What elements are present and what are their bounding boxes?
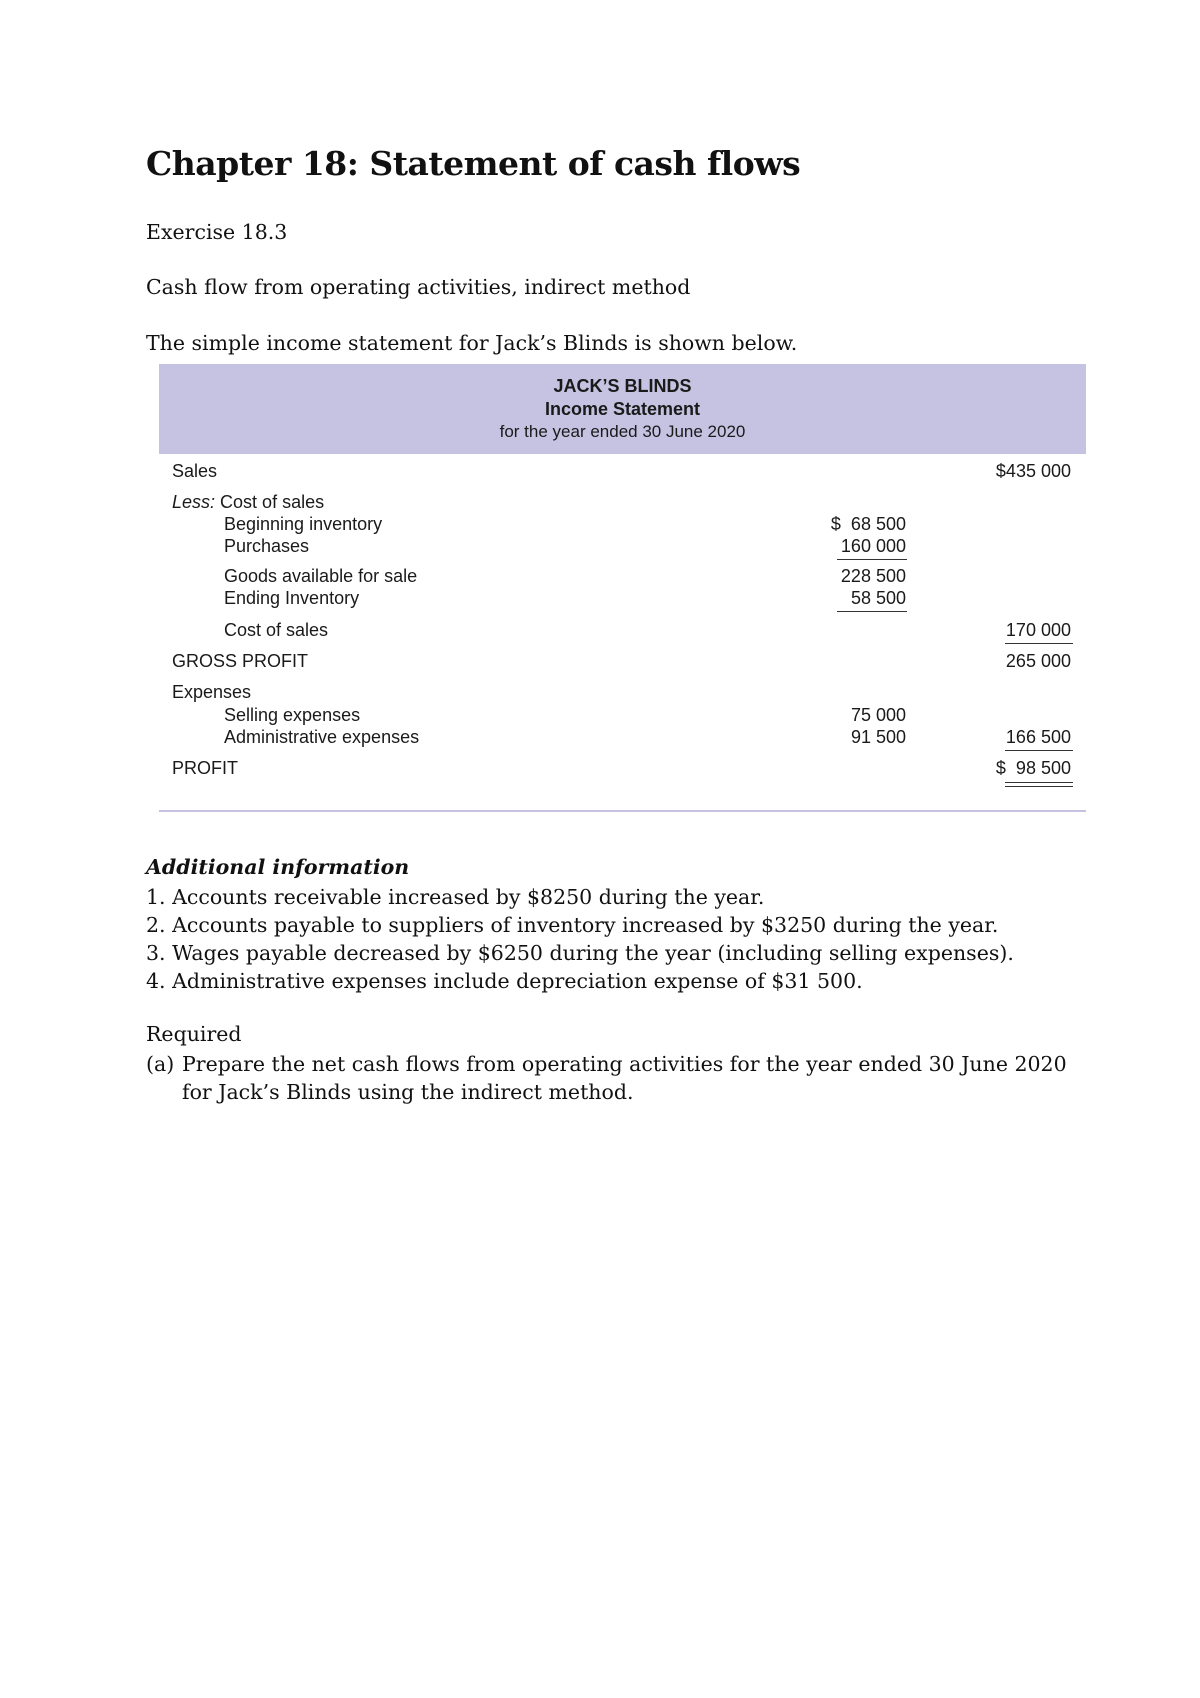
row-expenses-header <box>159 681 1086 703</box>
gross-profit-total: 265 000 <box>1005 651 1071 671</box>
ending-inventory-label: Ending Inventory <box>224 588 360 608</box>
statement-title: Income Statement <box>544 399 701 419</box>
double-rule-bottom <box>1005 786 1073 787</box>
goods-available-value: 228 500 <box>840 566 906 586</box>
additional-info-list <box>146 883 1014 995</box>
chapter-title: Chapter 18: Statement of cash flows <box>146 144 801 183</box>
sales-label: Sales <box>172 461 218 481</box>
list-item: 2. Accounts payable to suppliers of inventory increased by $3250 during the year. <box>146 913 999 937</box>
beginning-inventory-value: $ 68 500 <box>830 514 906 534</box>
statement-period: for the year ended 30 June 2020 <box>499 422 746 441</box>
exercise-subtitle: Cash flow from operating activities, indirect method <box>146 275 691 299</box>
gross-profit-label: GROSS PROFIT <box>172 651 309 671</box>
statement-header <box>159 364 1086 454</box>
purchases-value: 160 000 <box>840 536 906 556</box>
cost-of-sales-label: Cost of sales <box>224 620 329 640</box>
row-ending-inventory <box>159 587 1086 609</box>
cost-of-sales-total: 170 000 <box>1005 620 1071 640</box>
total-expenses: 166 500 <box>1005 727 1071 747</box>
income-statement <box>159 364 1086 813</box>
subtotal-rule <box>837 611 907 612</box>
row-profit <box>159 757 1086 779</box>
required-item-text: Prepare the net cash flows from operating activities for the year ended 30 June 2020 for Jack’s Blinds using the indirect method. <box>182 1052 1067 1104</box>
purchases-label: Purchases <box>224 536 310 556</box>
list-item: 4. Administrative expenses include depreciation expense of $31 500. <box>146 969 863 993</box>
row-beginning-inventory <box>159 513 1086 535</box>
row-administrative-expenses <box>159 726 1086 748</box>
subtotal-rule <box>1005 750 1073 751</box>
sales-total: $435 000 <box>995 461 1071 481</box>
company-name: JACK’S BLINDS <box>553 376 692 396</box>
row-sales <box>159 460 1086 482</box>
administrative-expenses-label: Administrative expenses <box>224 727 420 747</box>
row-cost-of-sales-header <box>159 491 1086 513</box>
list-item: 3. Wages payable decreased by $6250 during the year (including selling expenses). <box>146 941 1014 965</box>
exercise-number: Exercise 18.3 <box>146 220 288 244</box>
expenses-label: Expenses <box>172 682 252 702</box>
double-rule-top <box>1005 782 1073 783</box>
additional-info-title: Additional information <box>146 855 410 879</box>
less-prefix: Less: <box>172 492 216 512</box>
subtotal-rule <box>837 559 907 560</box>
administrative-expenses-value: 91 500 <box>850 727 906 747</box>
row-cost-of-sales <box>159 619 1086 641</box>
row-goods-available <box>159 565 1086 587</box>
row-gross-profit <box>159 650 1086 672</box>
list-item: 1. Accounts receivable increased by $8250 during the year. <box>146 885 765 909</box>
selling-expenses-label: Selling expenses <box>224 705 361 725</box>
profit-total: $ 98 500 <box>995 758 1071 778</box>
cost-of-sales-header-label: Cost of sales <box>220 492 325 512</box>
statement-bottom-border <box>159 810 1086 812</box>
required-item-tag: (a) <box>146 1052 175 1076</box>
row-purchases <box>159 535 1086 557</box>
intro-text: The simple income statement for Jack’s Blinds is shown below. <box>146 331 798 355</box>
selling-expenses-value: 75 000 <box>850 705 906 725</box>
required-title: Required <box>146 1022 242 1046</box>
row-selling-expenses <box>159 704 1086 726</box>
beginning-inventory-label: Beginning inventory <box>224 514 383 534</box>
ending-inventory-value: 58 500 <box>850 588 906 608</box>
goods-available-label: Goods available for sale <box>224 566 418 586</box>
subtotal-rule <box>1005 643 1073 644</box>
profit-label: PROFIT <box>172 758 238 778</box>
